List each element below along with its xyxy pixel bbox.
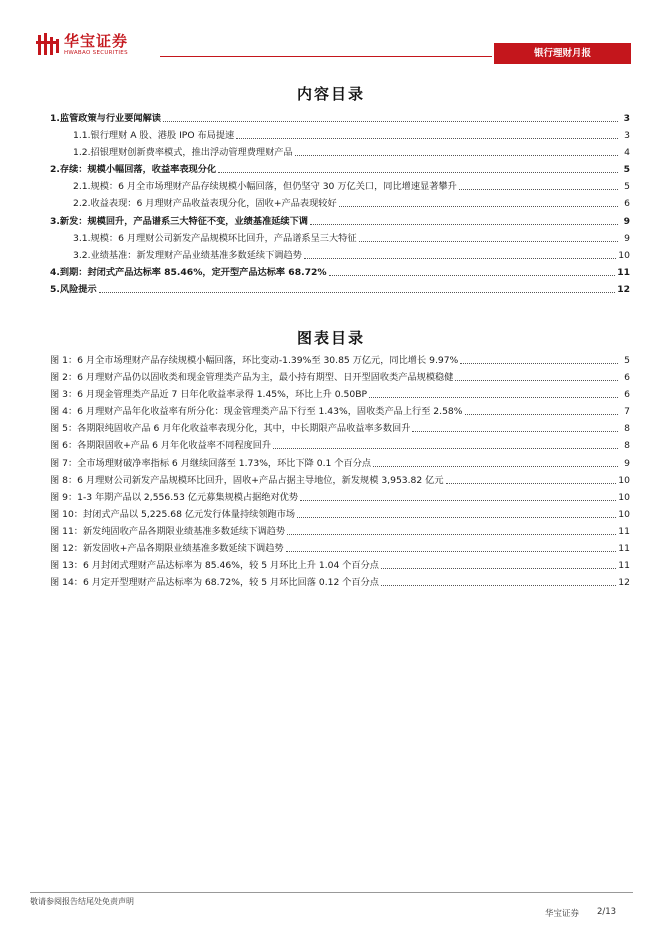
toc-entry-page: 9: [624, 232, 630, 244]
toc-entry-page: 4: [624, 147, 630, 159]
dot-leader: [459, 178, 618, 190]
dot-leader: [218, 161, 618, 173]
toc-entry-label: 2.2.收益表现：6 月理财产品收益表现分化，固收+产品表现较好: [73, 198, 337, 210]
logo-text-cn: 华宝证券: [64, 32, 129, 50]
dot-leader: [381, 557, 616, 569]
toc-entry-page: 6: [624, 198, 630, 210]
dot-leader: [99, 281, 616, 293]
dot-leader: [369, 386, 618, 398]
toc-entry[interactable]: [50, 264, 630, 281]
dot-leader: [412, 420, 618, 432]
toc-entry-label: 2.1.规模：6 月全市场理财产品存续规模小幅回落，但仍坚守 30 万亿关口，同比增速显著攀升: [73, 181, 457, 193]
figure-entry[interactable]: [50, 472, 630, 489]
page-header: [0, 0, 662, 70]
toc-entry-page: 3: [624, 130, 630, 142]
figure-entry-page: 8: [624, 423, 630, 435]
figure-entry-label: 图 14：6 月定开型理财产品达标率为 68.72%，较 5 月环比回落 0.12 个百分点: [50, 577, 379, 589]
figure-entry-page: 11: [618, 543, 630, 555]
report-type-tag: 银行理财月报: [494, 43, 631, 64]
figure-entry-label: 图 12：新发固收+产品各期限业绩基准多数延续下调趋势: [50, 543, 284, 555]
toc-entry-page: 11: [617, 266, 630, 278]
toc-entry-page: 10: [618, 249, 630, 261]
toc-entry-label: 2.存续：规模小幅回落，收益率表现分化: [50, 164, 217, 176]
toc-entry-label: 5.风险提示: [50, 283, 97, 295]
figure-entry[interactable]: [50, 523, 630, 540]
figure-entry-page: 12: [618, 577, 630, 589]
dot-leader: [329, 264, 616, 276]
footer-company: 华宝证券: [545, 909, 580, 919]
figure-entry[interactable]: [50, 540, 630, 557]
dot-leader: [359, 230, 618, 242]
toc-entry[interactable]: [50, 161, 630, 178]
figure-entry-label: 图 1：6 月全市场理财产品存续规模小幅回落，环比变动-1.39%至 30.85 万亿元，同比增长 9.97%: [50, 355, 459, 366]
figure-entry-label: 图 7：全市场理财破净率指标 6 月继续回落至 1.73%，环比下降 0.1 个百分点: [50, 457, 372, 469]
figure-entry-page: 10: [618, 491, 630, 503]
toc-entry-page: 5: [623, 164, 630, 176]
figure-entry[interactable]: [50, 574, 630, 591]
figure-entry-label: 图 9：1-3 年期产品以 2,556.53 亿元募集规模占据绝对优势: [50, 491, 299, 503]
figure-entry-label: 图 13：6 月封闭式理财产品达标率为 85.46%，较 5 月环比上升 1.04 个百分点: [50, 560, 379, 572]
logo-mark-icon: [36, 31, 62, 57]
toc-entry[interactable]: [50, 195, 630, 212]
dot-leader: [163, 110, 618, 122]
toc-entry-label: 4.到期：封闭式产品达标率 85.46%，定开型产品达标率 68.72%: [50, 266, 327, 278]
figure-entry[interactable]: [50, 557, 630, 574]
figure-entry-label: 图 6：各期限固收+产品 6 月年化收益率不同程度回升: [50, 440, 272, 452]
figure-entry[interactable]: [50, 403, 630, 420]
toc-entry-page: 9: [623, 215, 630, 227]
dot-leader: [455, 369, 618, 381]
figure-entry-label: 图 4：6 月理财产品年化收益率有所分化：现金管理类产品下行至 1.43%，固收类产品上行至 2.58%: [50, 406, 463, 418]
header-divider: [160, 56, 492, 57]
toc-entry-page: 5: [624, 181, 630, 193]
toc-entry-page: 12: [617, 283, 630, 295]
figure-entry[interactable]: [50, 437, 630, 454]
figure-entry-page: 7: [624, 406, 630, 418]
dot-leader: [286, 540, 617, 552]
figure-entry-page: 10: [618, 474, 630, 486]
figure-entry-label: 图 10：封闭式产品以 5,225.68 亿元发行体量持续领跑市场: [50, 508, 296, 520]
dot-leader: [310, 213, 618, 225]
toc-entry[interactable]: [50, 178, 630, 195]
toc-entry-page: 3: [623, 113, 630, 124]
dot-leader: [236, 127, 618, 139]
figure-entry-label: 图 5：各期限纯固收产品 6 月年化收益率表现分化，其中，中长期限产品收益率多数回升: [50, 423, 411, 435]
dot-leader: [339, 195, 618, 207]
toc-entry-label: 1.1.银行理财 A 股、港股 IPO 布局提速: [73, 130, 235, 142]
page-number: 2/13: [597, 907, 617, 917]
figure-entry-page: 11: [618, 525, 630, 537]
figure-entry[interactable]: [50, 489, 630, 506]
dot-leader: [287, 523, 616, 535]
toc-entry-label: 3.新发：规模回升，产品谱系三大特征不变，业绩基准延续下调: [50, 215, 308, 227]
toc-entry-label: 1.2.招银理财创新费率模式，推出浮动管理费理财产品: [73, 147, 293, 159]
figure-entry[interactable]: [50, 420, 630, 437]
figure-entry-page: 11: [618, 560, 630, 572]
figure-entry-page: 6: [624, 389, 630, 401]
toc-title: 内容目录: [296, 85, 365, 103]
toc-entry[interactable]: [50, 127, 630, 144]
dot-leader: [304, 247, 616, 259]
dot-leader: [373, 455, 618, 467]
dot-leader: [295, 144, 618, 156]
figure-entry[interactable]: [50, 506, 630, 523]
toc-entry-label: 3.1.规模：6 月理财公司新发产品规模环比回升，产品谱系呈三大特征: [73, 232, 357, 244]
figure-entry-page: 6: [624, 372, 630, 384]
logo-text-en: HWABAO SECURITIES: [64, 50, 128, 56]
table-of-contents: [50, 110, 630, 298]
figure-entry[interactable]: [50, 352, 630, 369]
toc-entry-label: 1.监管政策与行业要闻解读: [50, 113, 161, 124]
figure-entry-page: 8: [624, 440, 630, 452]
toc-entry[interactable]: [50, 247, 630, 264]
dot-leader: [273, 437, 618, 449]
figure-entry-label: 图 2：6 月理财产品仍以固收类和现金管理类产品为主，最小持有期型、日开型固收类产品规模稳健: [50, 372, 454, 384]
toc-entry[interactable]: [50, 213, 630, 230]
dot-leader: [300, 489, 616, 501]
toc-entry[interactable]: [50, 144, 630, 161]
figure-entry-label: 图 11：新发纯固收产品各期限业绩基准多数延续下调趋势: [50, 525, 286, 537]
toc-entry[interactable]: [50, 281, 630, 298]
dot-leader: [460, 352, 618, 364]
dot-leader: [381, 574, 616, 586]
toc-entry-label: 3.2.业绩基准：新发理财产品业绩基准多数延续下调趋势: [73, 249, 302, 261]
dot-leader: [446, 472, 617, 484]
figures-title: 图表目录: [296, 329, 365, 347]
disclaimer-note: 敬请参阅报告结尾处免责声明: [30, 897, 134, 906]
figure-entry[interactable]: [50, 455, 630, 472]
toc-entry[interactable]: [50, 230, 630, 247]
figure-entry[interactable]: [50, 369, 630, 386]
dot-leader: [297, 506, 616, 518]
footer-divider: [30, 892, 633, 893]
figure-entry-label: 图 3：6 月现金管理类产品近 7 日年化收益率录得 1.45%，环比上升 0.50BP: [50, 389, 368, 401]
toc-entry[interactable]: [50, 110, 630, 127]
figure-entry[interactable]: [50, 386, 630, 403]
dot-leader: [465, 403, 619, 415]
figure-entry-page: 10: [618, 508, 630, 520]
figure-list: [50, 352, 630, 591]
figure-entry-page: 9: [624, 457, 630, 469]
figure-entry-page: 5: [624, 355, 630, 366]
company-logo: [36, 33, 156, 59]
figure-entry-label: 图 8：6 月理财公司新发产品规模环比回升，固收+产品占据主导地位，新发规模 3,953.82 亿元: [50, 474, 444, 486]
